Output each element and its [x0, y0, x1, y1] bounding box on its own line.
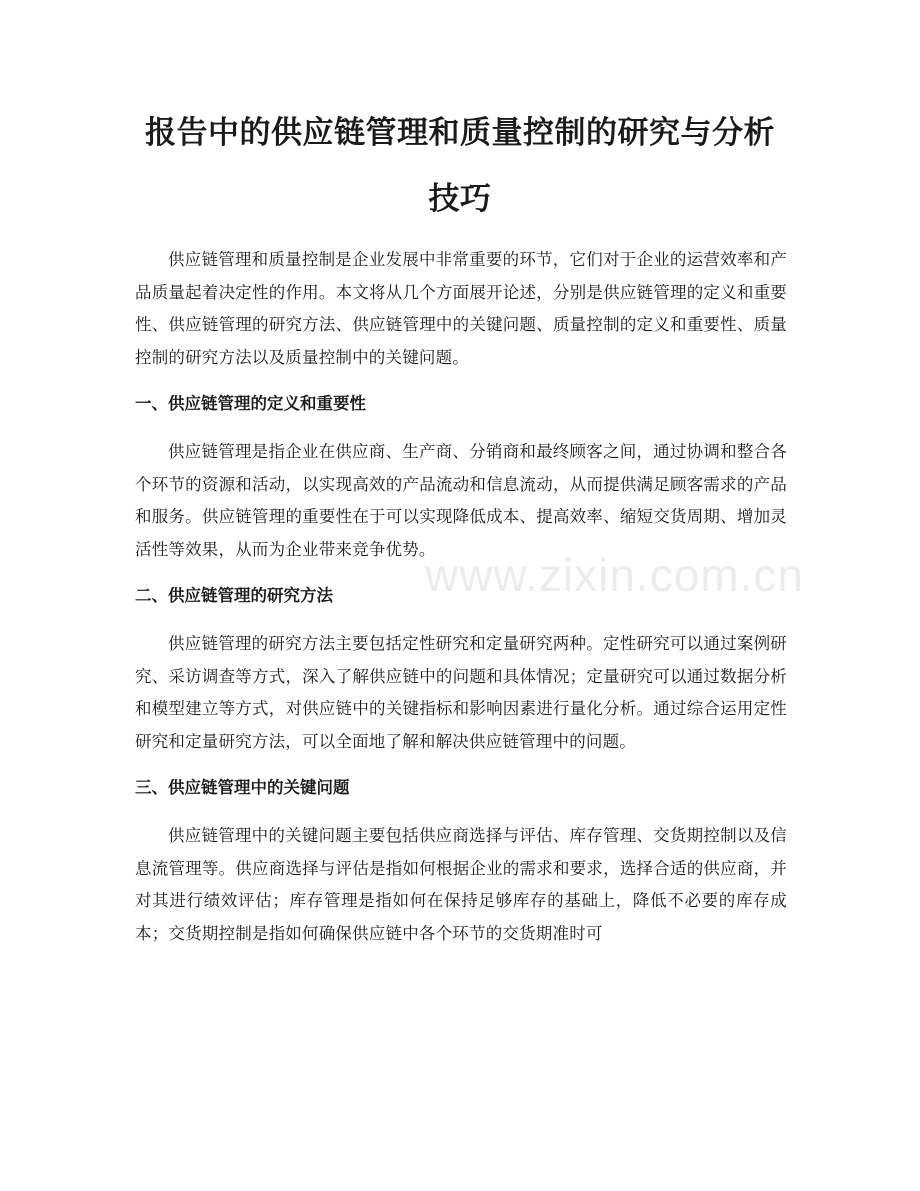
- section-paragraph-3: 供应链管理中的关键问题主要包括供应商选择与评估、库存管理、交货期控制以及信息流管理等。供应商选择与评估是指如何根据企业的需求和要求，选择合适的供应商，并对其进行绩效评估；库存管理是指如何在保持足够库存的基础上，降低不必要的库存成本；交货期控制是指如何确保供应链中各个环节的交货期准时可: [135, 826, 787, 943]
- section-heading-2: 二、供应链管理的研究方法: [135, 586, 333, 605]
- section-paragraph-2: 供应链管理的研究方法主要包括定性研究和定量研究两种。定性研究可以通过案例研究、采访调查等方式，深入了解供应链中的问题和具体情况；定量研究可以通过数据分析和模型建立等方式，对供应链中的关键指标和影响因素进行量化分析。通过综合运用定性研究和定量研究方法，可以全面地了解和解决供应链管理中的问题。: [135, 634, 787, 751]
- document-body: [135, 244, 787, 964]
- section-heading-3: 三、供应链管理中的关键问题: [135, 778, 350, 797]
- section-heading-1: 一、供应链管理的定义和重要性: [135, 394, 366, 413]
- section-paragraph-1: 供应链管理是指企业在供应商、生产商、分销商和最终顾客之间，通过协调和整合各个环节的资源和活动，以实现高效的产品流动和信息流动，从而提供满足顾客需求的产品和服务。供应链管理的重要性在于可以实现降低成本、提高效率、缩短交货周期、增加灵活性等效果，从而为企业带来竞争优势。: [135, 442, 787, 559]
- intro-paragraph: 供应链管理和质量控制是企业发展中非常重要的环节，它们对于企业的运营效率和产品质量起着决定性的作用。本文将从几个方面展开论述，分别是供应链管理的定义和重要性、供应链管理的研究方法、供应链管理中的关键问题、质量控制的定义和重要性、质量控制的研究方法以及质量控制中的关键问题。: [135, 250, 787, 367]
- watermark: www.zixin.com.cn: [425, 549, 804, 601]
- document-title: 报告中的供应链管理和质量控制的研究与分析技巧: [145, 115, 775, 217]
